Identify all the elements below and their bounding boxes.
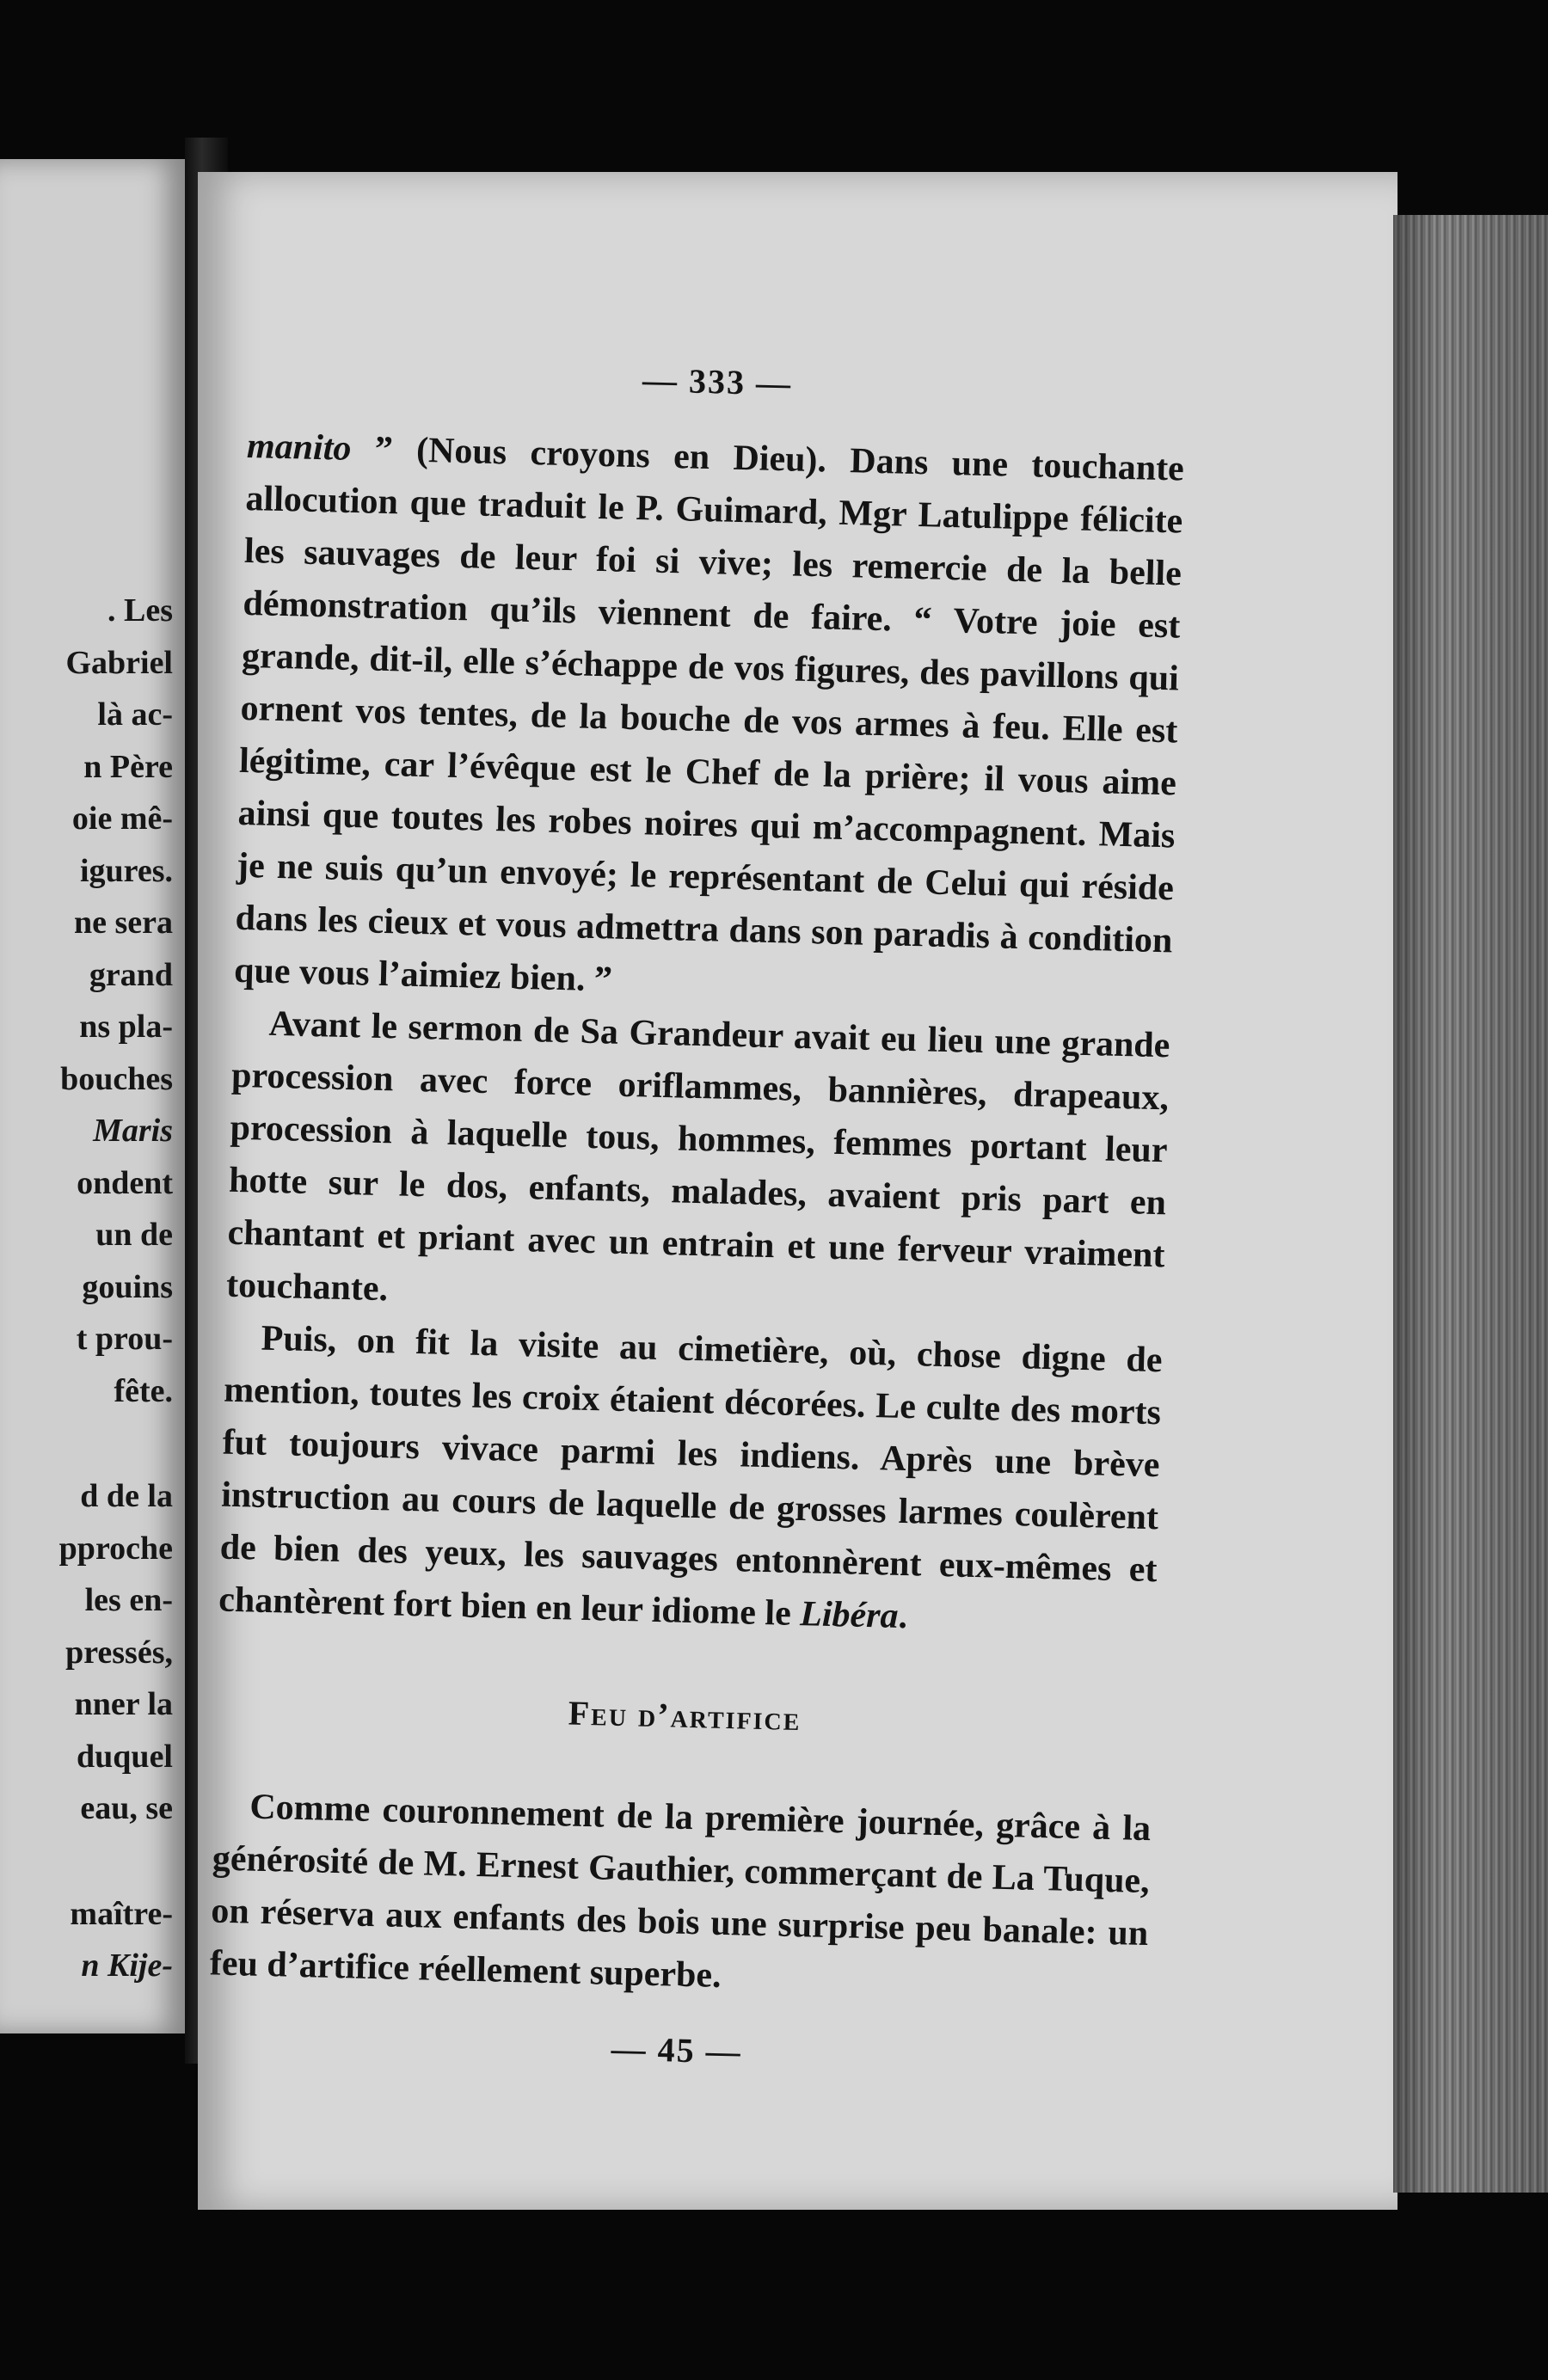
left-line: d de la bbox=[80, 1478, 173, 1514]
left-line: Gabriel bbox=[65, 644, 173, 681]
left-line: eau, se bbox=[80, 1790, 173, 1826]
left-line: nner la bbox=[74, 1686, 173, 1722]
paragraph-2: Avant le sermon de Sa Grandeur avait eu lieu une grande procession avec force oriflammes, bannières, drapeaux, procession à laquelle tous, hommes, femmes portant leur hotte sur le dos, enfants, malades, avaient pris part en chantant et priant avec un entrain et une ferveur vraiment touchante. bbox=[225, 1003, 1170, 1310]
left-line: maître- bbox=[70, 1895, 173, 1932]
paragraph-1 bbox=[233, 420, 1184, 1020]
left-line: un de bbox=[95, 1217, 173, 1253]
section-title: Feu d’artifice bbox=[568, 1693, 802, 1739]
left-line: ns pla- bbox=[79, 1009, 173, 1045]
left-line: bouches bbox=[60, 1060, 173, 1097]
left-line: ondent bbox=[77, 1164, 173, 1201]
page-number-bottom: — 45 — bbox=[611, 2028, 743, 2071]
paragraph-1-italic: manito bbox=[246, 426, 352, 469]
left-line: grand bbox=[89, 956, 173, 993]
paragraph-3-end: . bbox=[898, 1596, 908, 1637]
left-line: gouins bbox=[82, 1268, 173, 1305]
left-page-fragment bbox=[0, 159, 185, 2033]
left-line: pproche bbox=[58, 1530, 173, 1567]
left-line: n Kije- bbox=[81, 1948, 173, 1984]
left-line: n Père bbox=[83, 748, 173, 785]
paragraph-1-text: ” (Nous croyons en Dieu). Dans une touchante allocution que traduit le P. Guimard, Mgr Latulippe félicite les sauvages de leur foi si vive; les remercie de la belle démonstration qu’ils viennent de faire. “ Votre joie est grande, dit-il, elle s’échappe de vos figures, des pavillons qui ornent vos tentes, de la bouche de vos armes à feu. Elle est légitime, car l’évêque est le Chef de la prière; il vous aime ainsi que toutes les robes noires qui m’accompagnent. Mais je ne suis qu’un envoyé; le représentant de Celui qui réside dans les cieux et vous admettra dans son paradis à condition que vous l’aimiez bien. ” bbox=[233, 428, 1185, 1000]
left-line: oie mê- bbox=[71, 800, 173, 837]
page-number-top: — 333 — bbox=[642, 360, 793, 403]
left-line: ne sera bbox=[73, 905, 173, 941]
left-line: là ac- bbox=[97, 696, 173, 733]
paragraph-3-italic: Libéra bbox=[799, 1594, 900, 1636]
paragraph-4: Comme couronnement de la première journée, grâce à la générosité de M. Ernest Gauthier, commerçant de La Tuque, on réserva aux enfants des bois une surprise peu banale: un feu d’artifice réellement superbe. bbox=[209, 1787, 1152, 1996]
left-line-gap bbox=[1, 1417, 173, 1470]
paragraph-3 bbox=[218, 1312, 1164, 1650]
left-line: Maris bbox=[93, 1113, 173, 1149]
left-line: les en- bbox=[84, 1582, 173, 1618]
left-line-gap bbox=[1, 1835, 173, 1888]
left-line: duquel bbox=[77, 1738, 173, 1775]
left-line: fête. bbox=[114, 1372, 173, 1409]
page-text-block bbox=[207, 344, 1187, 2088]
left-line: t prou- bbox=[76, 1321, 173, 1357]
left-line: pressés, bbox=[65, 1634, 173, 1671]
left-line: igures. bbox=[79, 852, 173, 889]
paragraph-3-text: Puis, on fit la visite au cimetière, où, chose digne de mention, toutes les croix étaient décorées. Le culte des morts fut toujours vivace parmi les indiens. Après une brève instruction au cours de laquelle de grosses larmes coulèrent de bien des yeux, les sauvages entonnèrent eux-mêmes et chantèrent fort bien en leur idiome le bbox=[218, 1318, 1163, 1635]
left-page-text bbox=[1, 585, 173, 1992]
page-edges bbox=[1393, 215, 1548, 2193]
left-line: . Les bbox=[108, 592, 173, 629]
